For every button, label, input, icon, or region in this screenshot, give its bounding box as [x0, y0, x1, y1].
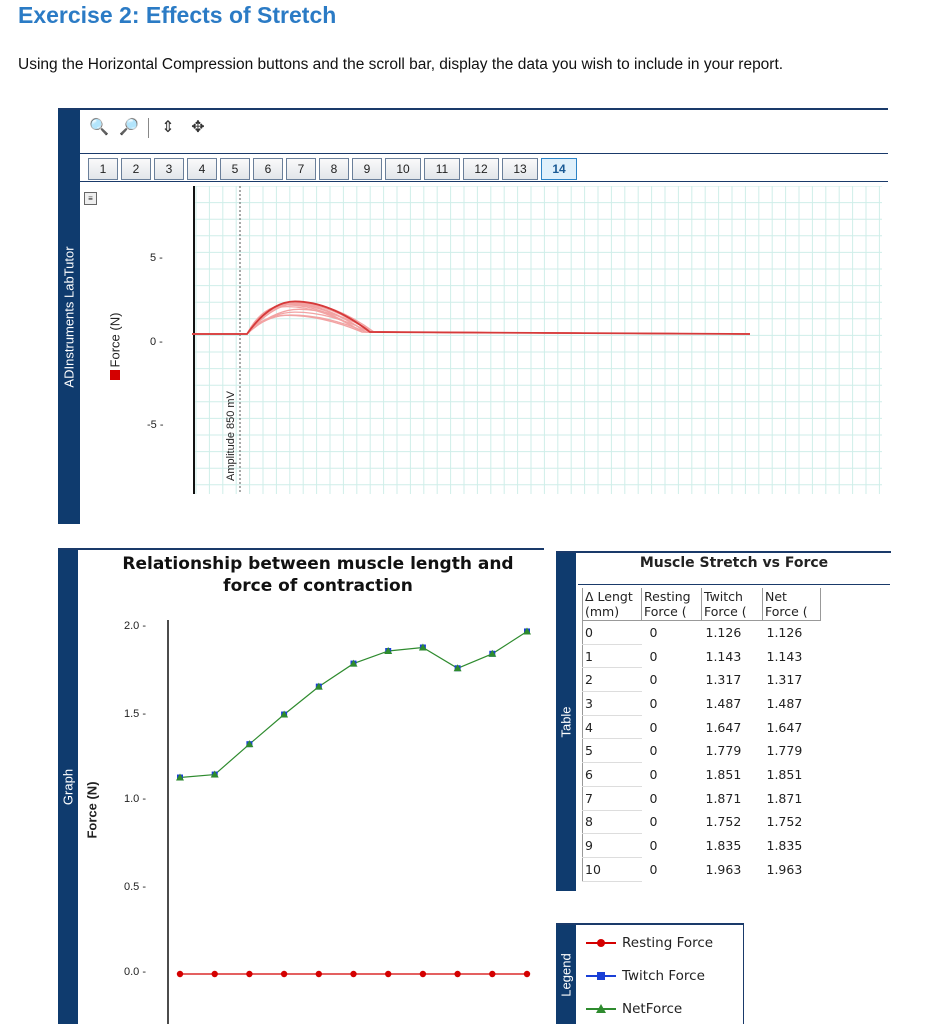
table-row[interactable]	[583, 692, 821, 716]
graph-sidebar	[58, 550, 78, 1024]
table-cell: 5	[583, 739, 642, 763]
page-tab-6[interactable]: 6	[253, 158, 283, 180]
table-cell: 6	[583, 763, 642, 787]
resting-force-point	[420, 971, 426, 977]
table-row[interactable]	[583, 857, 821, 881]
table-cell: 1.779	[766, 743, 803, 759]
graph-y-label: Force (N)	[84, 781, 100, 839]
table-cell: 1.851	[766, 766, 803, 782]
table-cell: 1.963	[705, 861, 742, 877]
table-title-rule	[578, 584, 890, 585]
legend-label: NetForce	[622, 1001, 683, 1017]
table-cell: 1.963	[766, 861, 803, 877]
column-header-twitch-line2: Force (	[704, 604, 747, 619]
twitch-trace	[192, 309, 750, 334]
series-line-net-force	[180, 631, 527, 777]
pan-icon[interactable]: ✥	[191, 119, 205, 136]
table-cell: 0	[649, 838, 658, 854]
labtutor-sidebar-label: ADInstruments LabTutor	[61, 246, 77, 388]
y-tick-5: 5 -	[150, 252, 163, 264]
resting-force-point	[246, 971, 252, 977]
channel-label: Force (N)	[107, 312, 123, 368]
tabs-top-rule	[80, 153, 888, 154]
twitch-trace	[192, 315, 750, 334]
column-header-resting-line1: Resting	[644, 589, 691, 604]
graph-y-tick: 0.5 -	[124, 881, 147, 893]
table-cell: 1.871	[705, 790, 742, 806]
legend-marker-twitch	[586, 971, 616, 981]
page-tab-11[interactable]: 11	[424, 158, 460, 180]
channel-title	[104, 300, 126, 380]
table-cell: 1.487	[705, 695, 742, 711]
legend-marker-resting	[586, 938, 616, 948]
labtutor-sidebar	[58, 110, 80, 524]
table-cell: 1	[583, 644, 642, 668]
table-cell: 1.317	[705, 672, 742, 688]
legend-item-twitch-force[interactable]	[586, 966, 705, 986]
column-header-net[interactable]	[763, 588, 821, 621]
twitch-trace	[192, 315, 750, 334]
table-sidebar-label: Table	[558, 706, 574, 738]
column-header-net-line2: Force (	[765, 604, 808, 619]
y-tick-neg5: -5 -	[147, 419, 164, 431]
page-tab-12[interactable]: 12	[463, 158, 499, 180]
table-cell: 1.779	[705, 743, 742, 759]
table-cell: 1.143	[766, 648, 803, 664]
graph-sidebar-label: Graph	[60, 768, 76, 806]
twitch-trace	[192, 312, 750, 334]
page-tab-1[interactable]: 1	[88, 158, 118, 180]
resting-force-point	[212, 971, 218, 977]
table-row[interactable]	[583, 621, 821, 645]
legend-item-resting-force[interactable]	[586, 933, 713, 953]
table-cell: 2	[583, 668, 642, 692]
table-sidebar	[556, 553, 576, 891]
page-tab-9[interactable]: 9	[352, 158, 382, 180]
page-tabs	[88, 158, 577, 180]
channel-settings-button[interactable]: ≡	[84, 192, 97, 205]
table-cell: 1.126	[705, 625, 742, 641]
table-cell: 0	[649, 719, 658, 735]
resting-force-point	[350, 971, 356, 977]
page-title: Exercise 2: Effects of Stretch	[18, 2, 337, 28]
table-row[interactable]	[583, 763, 821, 787]
graph-title: Relationship between muscle length and force of contraction	[122, 554, 514, 596]
graph-y-tick: 0.0 -	[124, 966, 147, 978]
page-tab-14[interactable]: 14	[541, 158, 577, 180]
y-tick-0: 0 -	[150, 336, 163, 348]
table-cell: 7	[583, 786, 642, 810]
page-tab-2[interactable]: 2	[121, 158, 151, 180]
table-row[interactable]	[583, 834, 821, 858]
table-cell: 3	[583, 692, 642, 716]
resting-force-point	[489, 971, 495, 977]
table-cell: 0	[649, 625, 658, 641]
legend-item-net-force[interactable]	[586, 999, 682, 1019]
tabs-bottom-rule	[80, 181, 888, 182]
table-title: Muscle Stretch vs Force	[639, 555, 829, 571]
legend-marker-net	[586, 1004, 616, 1014]
stimulus-amplitude-label: Amplitude 850 mV	[225, 391, 237, 481]
twitch-trace	[192, 301, 750, 334]
resting-force-point	[177, 971, 183, 977]
legend-sidebar	[556, 925, 576, 1024]
table-row[interactable]	[583, 786, 821, 810]
table-cell: 1.752	[705, 814, 742, 830]
page-tab-4[interactable]: 4	[187, 158, 217, 180]
page-tab-10[interactable]: 10	[385, 158, 421, 180]
graph-y-tick: 2.0 -	[124, 620, 147, 632]
legend-label: Resting Force	[622, 935, 714, 951]
table-cell: 1.835	[766, 838, 803, 854]
column-header-resting-line2: Force (	[644, 604, 687, 619]
page-tab-13[interactable]: 13	[502, 158, 538, 180]
graph-y-tick: 1.0 -	[124, 793, 147, 805]
zoom-out-icon[interactable]: 🔎	[119, 119, 139, 136]
table-cell: 0	[649, 861, 658, 877]
table-cell: 8	[583, 810, 642, 834]
table-cell: 0	[649, 648, 658, 664]
table-row[interactable]	[583, 739, 821, 763]
column-header-twitch[interactable]	[702, 588, 763, 621]
legend-label: Twitch Force	[622, 968, 705, 984]
table-cell: 0	[649, 743, 658, 759]
table-cell: 0	[649, 814, 658, 830]
toolbar-divider	[148, 118, 149, 138]
instructions-text: Using the Horizontal Compression buttons and the scroll bar, display the data you wish to include in your report.	[18, 56, 784, 73]
column-header-length-line2: (mm)	[585, 604, 620, 619]
table-cell: 1.487	[766, 695, 803, 711]
column-header-length[interactable]	[583, 588, 642, 621]
table-cell: 1.126	[766, 625, 803, 641]
stretch-force-table	[582, 588, 821, 882]
resting-force-point	[524, 971, 530, 977]
graph-y-tick: 1.5 -	[124, 708, 147, 720]
auto-scale-icon[interactable]: ⇕	[161, 119, 175, 136]
table-cell: 1.317	[766, 672, 803, 688]
table-row[interactable]	[583, 644, 821, 668]
resting-force-point	[454, 971, 460, 977]
graph-y-label-wrap	[80, 770, 104, 850]
zoom-in-icon[interactable]: 🔍	[89, 119, 109, 136]
page-tab-5[interactable]: 5	[220, 158, 250, 180]
stim-label-wrap	[222, 380, 240, 492]
channel-color-swatch	[110, 370, 120, 380]
column-header-length-line1: Δ Lengt	[585, 589, 633, 604]
chart-toolbar	[88, 116, 209, 140]
table-cell: 0	[583, 621, 642, 645]
resting-force-point	[385, 971, 391, 977]
table-cell: 1.851	[705, 766, 742, 782]
table-cell: 0	[649, 766, 658, 782]
table-cell: 0	[649, 790, 658, 806]
table-cell: 0	[649, 695, 658, 711]
page-tab-3[interactable]: 3	[154, 158, 184, 180]
column-header-net-line1: Net	[765, 589, 787, 604]
table-cell: 9	[583, 834, 642, 858]
table-cell: 1.752	[766, 814, 803, 830]
page-tab-8[interactable]: 8	[319, 158, 349, 180]
table-row[interactable]	[583, 810, 821, 834]
resting-force-point	[281, 971, 287, 977]
resting-force-point	[316, 971, 322, 977]
table-row[interactable]	[583, 715, 821, 739]
table-row[interactable]	[583, 668, 821, 692]
table-cell: 4	[583, 715, 642, 739]
table-cell: 1.647	[705, 719, 742, 735]
table-cell: 1.647	[766, 719, 803, 735]
column-header-twitch-line1: Twitch	[704, 589, 743, 604]
force-trace-plot[interactable]	[192, 186, 882, 494]
table-cell: 1.871	[766, 790, 803, 806]
relationship-graph[interactable]	[160, 600, 540, 1024]
column-header-resting[interactable]	[642, 588, 702, 621]
table-cell: 0	[649, 672, 658, 688]
table-cell: 1.143	[705, 648, 742, 664]
page-tab-7[interactable]: 7	[286, 158, 316, 180]
legend-sidebar-label: Legend	[558, 952, 574, 997]
twitch-trace	[192, 307, 750, 334]
table-cell: 1.835	[705, 838, 742, 854]
table-cell: 10	[583, 857, 642, 881]
